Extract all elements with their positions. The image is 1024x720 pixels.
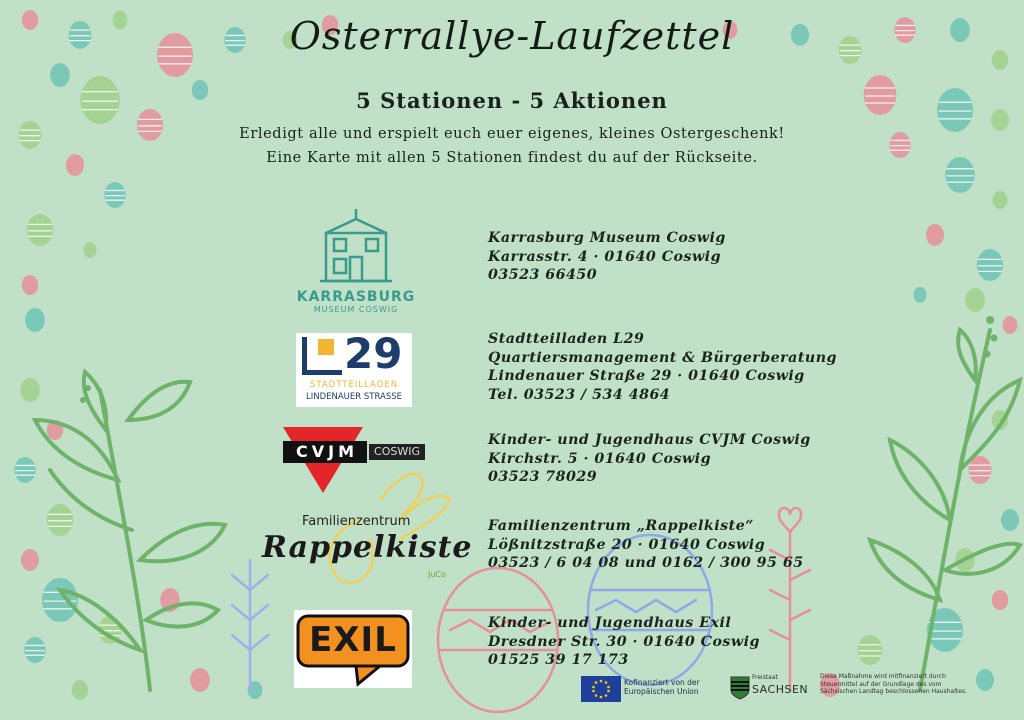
station-line: 03523 66450 <box>488 267 598 283</box>
station-line: Quartiersmanagement & Bürgerberatung <box>488 349 837 366</box>
station-line: Dresdner Str. 30 · 01640 Coswig <box>488 633 760 650</box>
intro-line-2: Eine Karte mit allen 5 Stationen findest du auf der Rückseite. <box>266 150 758 166</box>
egg-decoration <box>25 308 45 332</box>
rappelkiste-logo <box>262 514 473 584</box>
cvjm-city: COSWIG <box>374 445 420 458</box>
station-line: Stadtteilladen L29 <box>488 331 645 347</box>
egg-decoration <box>72 680 88 700</box>
karrasburg-name: KARRASBURG <box>296 289 416 305</box>
egg-decoration <box>22 275 38 295</box>
rappelkiste-name: Rappelkiste <box>262 530 473 565</box>
egg-decoration <box>83 242 96 258</box>
egg-decoration <box>190 668 210 692</box>
castle-icon <box>296 205 416 285</box>
station-line: 03523 78029 <box>488 469 598 485</box>
exil-logo <box>294 610 412 688</box>
egg-decoration <box>47 504 73 536</box>
egg-decoration <box>42 578 78 622</box>
egg-decoration <box>21 549 39 571</box>
egg-decoration <box>50 63 70 87</box>
station-exil <box>488 614 760 670</box>
egg-decoration <box>965 288 985 312</box>
intro-line-1: Erledigt alle und erspielt euch euer eigenes, kleines Ostergeschenk! <box>239 126 785 142</box>
egg-decoration <box>993 191 1008 209</box>
station-line: Kinder- und Jugendhaus CVJM Coswig <box>488 432 811 448</box>
station-line: Lößnitzstraße 20 · 01640 Coswig <box>488 536 766 553</box>
cvjm-name: CVJM <box>296 442 358 461</box>
station-line: 01525 39 17 173 <box>488 652 629 668</box>
eu-line-1: Kofinanziert von der <box>624 678 700 687</box>
l29-mark: 29 <box>344 329 403 378</box>
egg-decoration <box>1001 509 1019 531</box>
rappelkiste-tag: JuCo <box>428 570 446 579</box>
page-title: Osterrallye-Laufzettel <box>289 14 735 58</box>
station-line: Familienzentrum „Rappelkiste“ <box>488 518 754 534</box>
l29-logo <box>296 329 412 407</box>
egg-decoration <box>992 590 1008 610</box>
karrasburg-sub: MUSEUM COSWIG <box>313 305 399 314</box>
page-subtitle: 5 Stationen - 5 Aktionen <box>356 88 668 113</box>
station-line: Kirchstr. 5 · 01640 Coswig <box>488 450 711 467</box>
sachsen-name: SACHSEN <box>752 683 809 696</box>
rappelkiste-top: Familienzentrum <box>302 514 411 529</box>
egg-decoration <box>913 287 926 303</box>
station-line: 03523 / 6 04 08 und 0162 / 300 95 65 <box>488 555 804 571</box>
station-line: Lindenauer Straße 29 · 01640 Coswig <box>488 368 805 384</box>
cvjm-triangle-icon <box>283 427 425 495</box>
station-karrasburg <box>488 229 726 285</box>
exil-name: EXIL <box>309 620 397 660</box>
station-line: Kinder- und Jugendhaus Exil <box>488 615 732 631</box>
egg-decoration <box>977 249 1003 281</box>
l29-line2: LINDENAUER STRASSE <box>305 392 402 402</box>
karrasburg-logo <box>296 205 416 320</box>
egg-decoration <box>926 224 944 246</box>
station-line: Tel. 03523 / 534 4864 <box>488 386 671 403</box>
egg-decoration <box>858 635 883 665</box>
l29-line1: STADTTEILLADEN <box>309 380 399 390</box>
eu-cofunding-text <box>624 678 700 696</box>
egg-decoration <box>976 669 994 691</box>
funding-note: Diese Maßnahme wird mitfinanziert durch Steuermittel auf der Grundlage des vom Sächsischen Landtag beschlossenen Haushaltes. <box>820 673 967 695</box>
station-cvjm <box>488 431 811 487</box>
station-line: Karrasburg Museum Coswig <box>488 230 726 246</box>
egg-decoration <box>1003 316 1018 334</box>
station-rappelkiste <box>488 517 804 573</box>
sachsen-coat-of-arms-icon <box>730 676 750 700</box>
egg-decoration <box>20 378 40 402</box>
station-l29 <box>488 330 837 404</box>
sachsen-pre: Freistaat <box>752 674 778 681</box>
cvjm-logo <box>283 427 425 495</box>
egg-decoration <box>27 214 53 246</box>
station-line: Karrasstr. 4 · 01640 Coswig <box>488 248 721 265</box>
eu-line-2: Europäischen Union <box>624 687 699 696</box>
eu-flag-icon <box>581 676 621 702</box>
l29-square-icon <box>318 339 334 355</box>
